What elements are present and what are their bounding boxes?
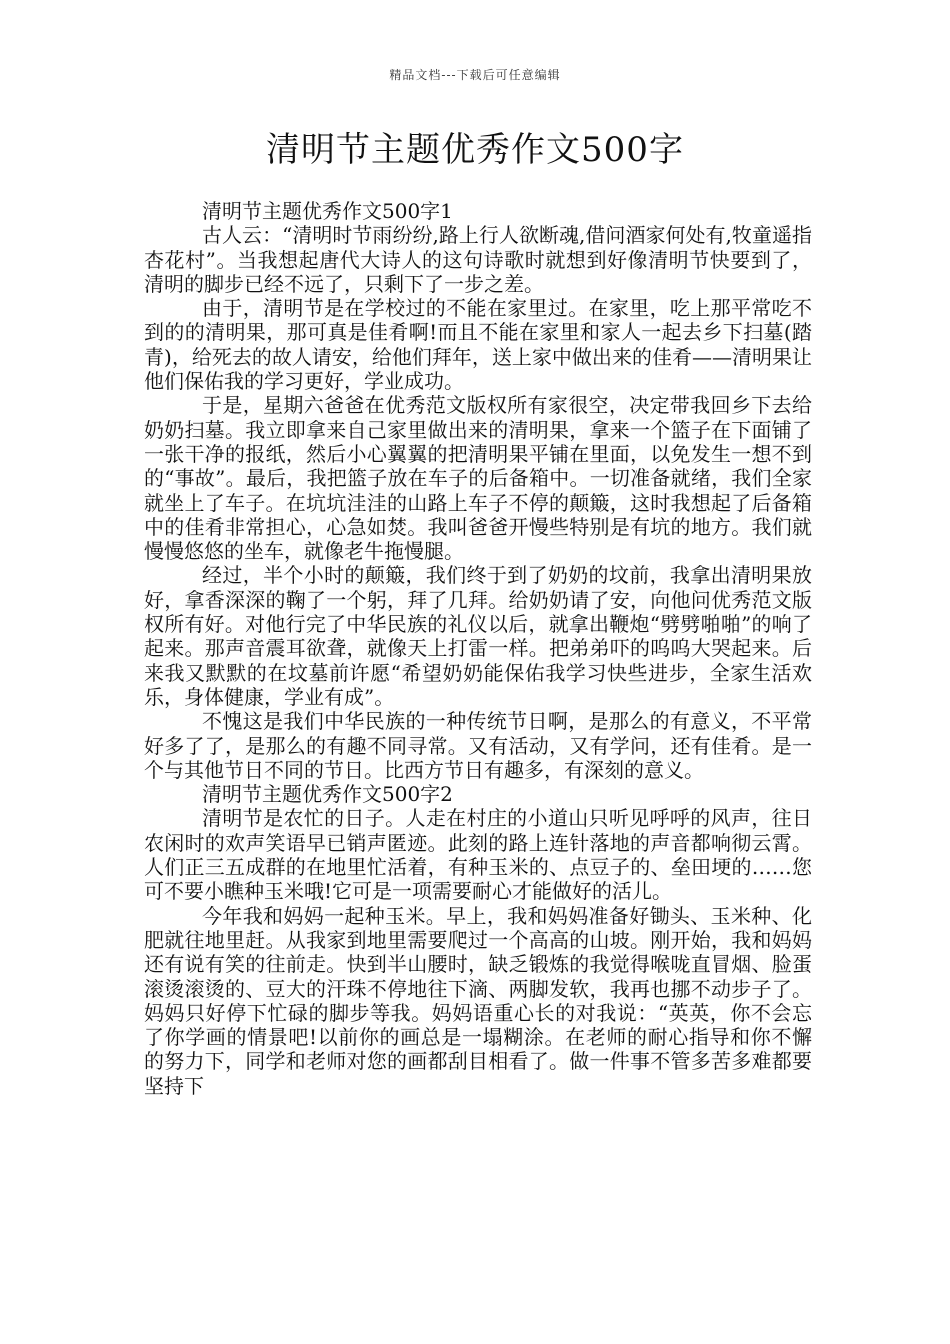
section-1-heading: 清明节主题优秀作文500字1 [202, 199, 453, 223]
document-body [144, 199, 812, 1098]
section-1-paragraph: 经过，半个小时的颠簸，我们终于到了奶奶的坟前，我拿出清明果放好，拿香深深的鞠了一个躬，拜了几拜。给奶奶请了安，向他问优秀范文版权所有好。对他行完了中华民族的礼仪以后，就拿出鞭炮“劈劈啪啪”的响了起来。那声音震耳欲聋，就像天上打雷一样。把弟弟吓的呜呜大哭起来。后来我又默默的在坟墓前许愿“希望奶奶能保佑我学习快些进步，全家生活欢乐，身体健康，学业有成”。 [144, 563, 812, 709]
section-1-paragraph: 于是，星期六爸爸在优秀范文版权所有家很空，决定带我回乡下去给奶奶扫墓。我立即拿来自己家里做出来的清明果，拿来一个篮子在下面铺了一张干净的报纸，然后小心翼翼的把清明果平铺在里面，以免发生一想不到的“事故”。最后，我把篮子放在车子的后备箱中。一切准备就绪，我们全家就坐上了车子。在坑坑洼洼的山路上车子不停的颠簸，这时我想起了后备箱中的佳肴非常担心，心急如焚。我叫爸爸开慢些特别是有坑的地方。我们就慢慢悠悠的坐车，就像老牛拖慢腿。 [144, 393, 812, 564]
section-1-paragraph: 古人云：“清明时节雨纷纷,路上行人欲断魂,借问酒家何处有,牧童遥指杏花村”。当我想起唐代大诗人的这句诗歌时就想到好像清明节快要到了，清明的脚步已经不远了，只剩下了一步之差。 [144, 223, 812, 296]
header-note: 精品文档---下载后可任意编辑 [389, 68, 561, 82]
section-2-paragraph: 清明节是农忙的日子。人走在村庄的小道山只听见呼呼的风声，往日农闲时的欢声笑语早已销声匿迹。此刻的路上连针落地的声音都响彻云霄。人们正三五成群的在地里忙活着，有种玉米的、点豆子的、垒田埂的……您可不要小瞧种玉米哦!它可是一项需要耐心才能做好的活儿。 [144, 806, 812, 904]
document-title: 清明节主题优秀作文500字 [266, 130, 684, 170]
section-2-paragraph: 今年我和妈妈一起种玉米。早上，我和妈妈准备好锄头、玉米种、化肥就往地里赶。从我家到地里需要爬过一个高高的山坡。刚开始，我和妈妈还有说有笑的往前走。快到半山腰时，缺乏锻炼的我觉得喉咙直冒烟、脸蛋滚烫滚烫的、豆大的汗珠不停地往下滴、两脚发软，我再也挪不动步子了。妈妈只好停下忙碌的脚步等我。妈妈语重心长的对我说：“英英，你不会忘了你学画的情景吧!以前你的画总是一塌糊涂。在老师的耐心指导和你不懈的努力下，同学和老师对您的画都刮目相看了。做一件事不管多苦多难都要坚持下 [144, 903, 812, 1098]
section-1-paragraph: 由于，清明节是在学校过的不能在家里过。在家里，吃上那平常吃不到的的清明果，那可真是佳肴啊!而且不能在家里和家人一起去乡下扫墓(踏青)，给死去的故人请安，给他们拜年，送上家中做出来的佳肴——清明果让他们保佑我的学习更好，学业成功。 [144, 296, 812, 394]
section-1-paragraph: 不愧这是我们中华民族的一种传统节日啊，是那么的有意义，不平常好多了了，是那么的有趣不同寻常。又有活动，又有学问，还有佳肴。是一个与其他节日不同的节日。比西方节日有趣多，有深刻的意义。 [144, 709, 812, 782]
section-2-heading: 清明节主题优秀作文500字2 [202, 782, 453, 807]
